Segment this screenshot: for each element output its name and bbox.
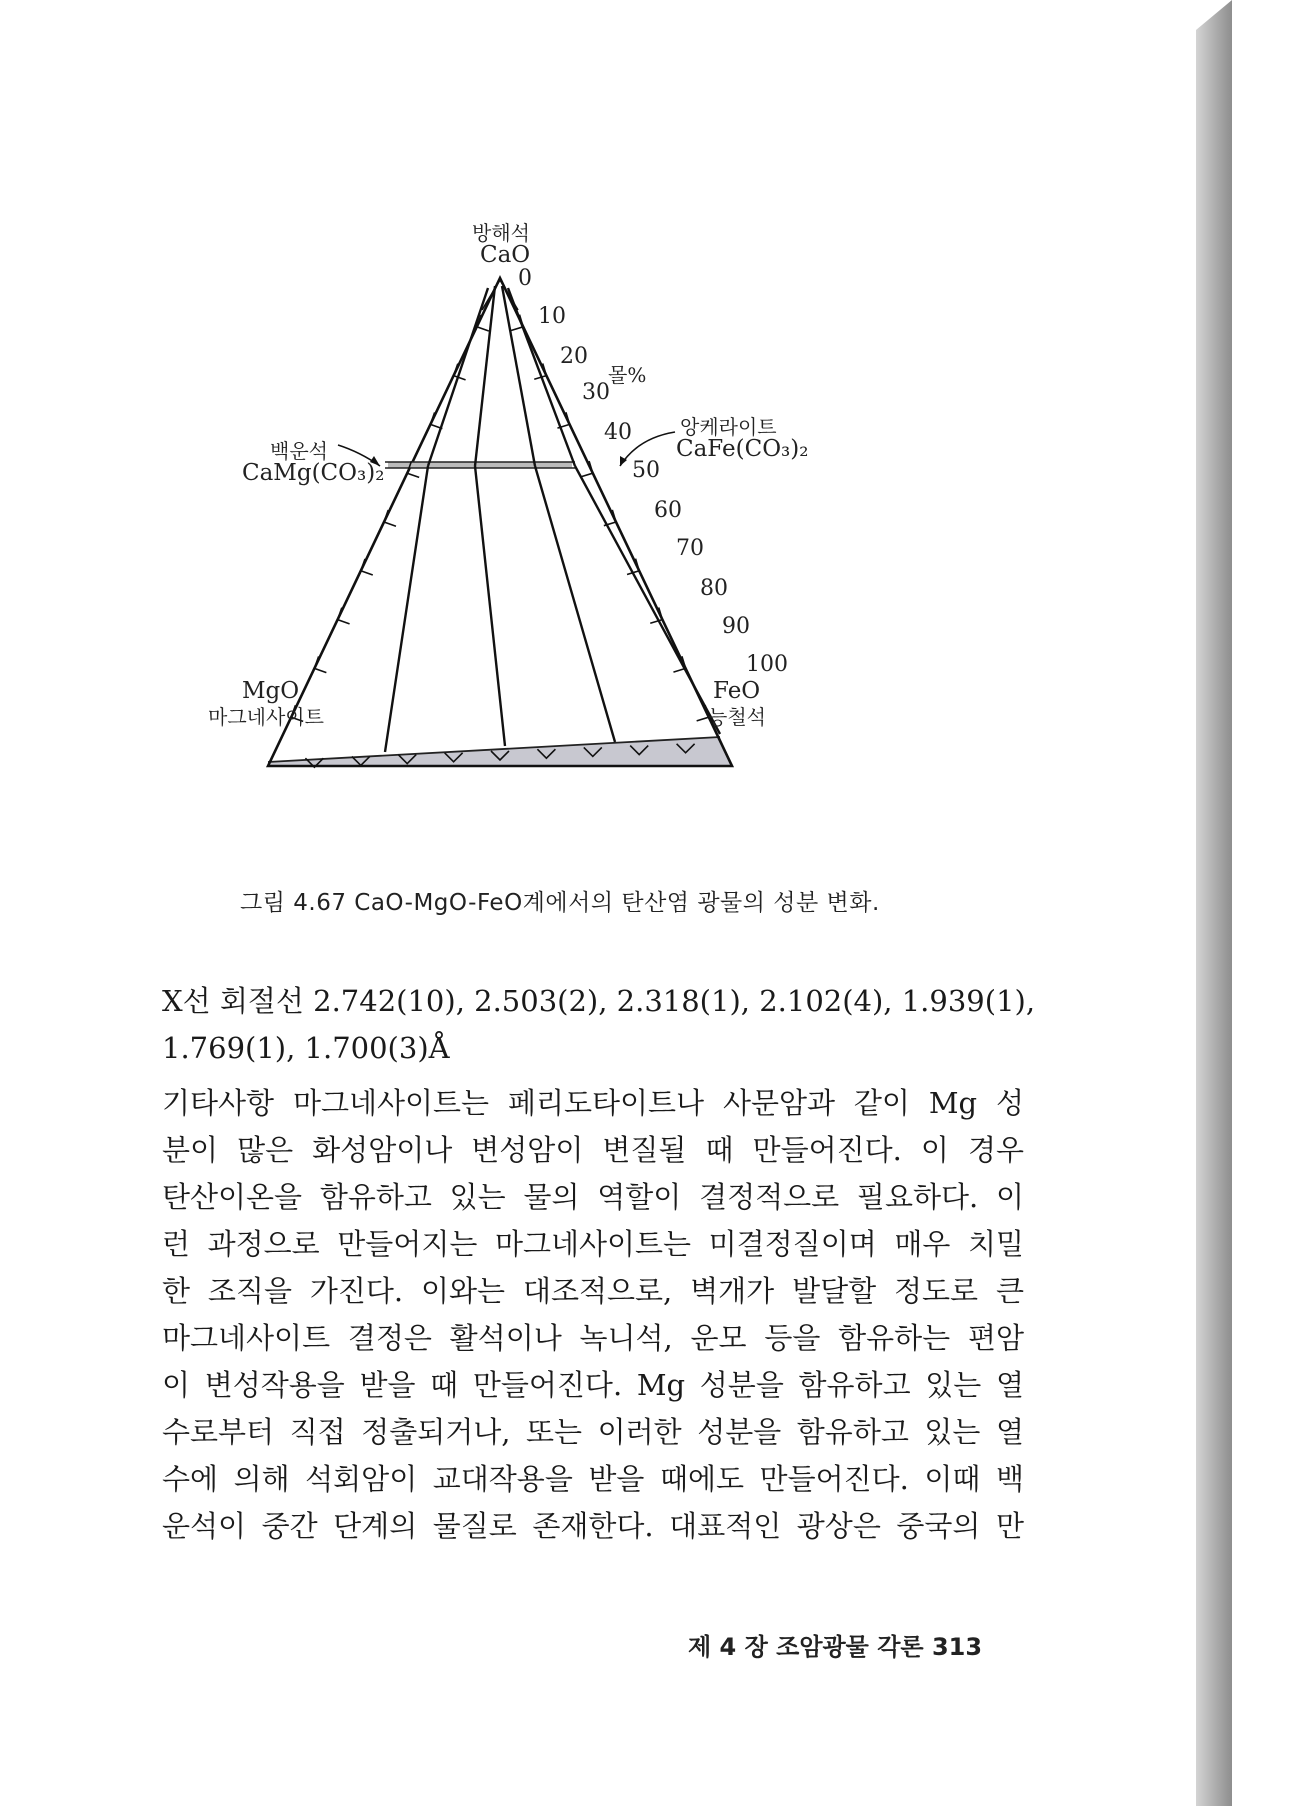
ankerite-formula: CaFe(CO₃)₂ — [676, 436, 809, 462]
tick-10: 10 — [538, 304, 566, 329]
tick-70: 70 — [676, 536, 704, 561]
unit-label: 몰% — [608, 363, 647, 387]
page-footer: 제 4 장 조암광물 각론 313 — [688, 1633, 983, 1661]
tie-line-2 — [475, 286, 495, 466]
chevron-left-6 — [361, 559, 373, 575]
tie-line-7 — [535, 466, 615, 742]
bottom-shaded-band — [268, 737, 732, 766]
para-line-9: 수에 의해 석회암이 교대작용을 받을 때에도 만들어진다. 이때 백 — [162, 1462, 1024, 1496]
tie-line-6 — [475, 466, 505, 746]
apex-left-formula: MgO — [242, 678, 300, 704]
page-stack-edge-top — [1196, 0, 1232, 30]
para-line-1: 기타사항 마그네사이트는 페리도타이트나 사문암과 같이 Mg 성 — [162, 1086, 1024, 1120]
tick-20: 20 — [560, 344, 588, 369]
tick-40: 40 — [604, 420, 632, 445]
ternary-diagram-svg — [220, 230, 940, 860]
xray-line-2: 1.769(1), 1.700(3)Å — [162, 1031, 450, 1065]
para-line-10: 운석이 중간 단계의 물질로 존재한다. 대표적인 광상은 중국의 만 — [162, 1509, 1024, 1543]
dolomite-name: 백운석 — [270, 439, 328, 463]
tick-80: 80 — [700, 576, 728, 601]
para-line-4: 런 과정으로 만들어지는 마그네사이트는 미결정질이며 매우 치밀 — [162, 1227, 1024, 1261]
ankerite-name: 앙케라이트 — [680, 415, 777, 439]
para-line-8: 수로부터 직접 정출되거나, 또는 이러한 성분을 함유하고 있는 열 — [162, 1415, 1024, 1449]
dolomite-formula: CaMg(CO₃)₂ — [242, 460, 385, 486]
tick-30: 30 — [582, 380, 610, 405]
apex-right-formula: FeO — [713, 678, 761, 704]
para-line-7: 이 변성작용을 받을 때 만들어진다. Mg 성분을 함유하고 있는 열 — [162, 1368, 1024, 1402]
chevron-left-7 — [338, 608, 350, 624]
page-stack-edge — [1196, 0, 1232, 1806]
outer-margin — [1232, 0, 1302, 1806]
ternary-diagram — [208, 221, 940, 860]
tick-90: 90 — [722, 614, 750, 639]
para-line-2: 분이 많은 화성암이나 변성암이 변질될 때 만들어진다. 이 경우 — [162, 1133, 1024, 1167]
para-line-5: 한 조직을 가진다. 이와는 대조적으로, 벽개가 발달할 정도로 큰 — [162, 1274, 1024, 1308]
apex-right-mineral: 능철석 — [708, 705, 766, 729]
apex-left-mineral: 마그네사이트 — [208, 705, 324, 729]
tie-line-8 — [575, 466, 720, 734]
apex-top-mineral: 방해석 — [472, 221, 530, 245]
para-line-3: 탄산이온을 함유하고 있는 물의 역할이 결정적으로 필요하다. 이 — [162, 1180, 1024, 1214]
chevron-left-5 — [384, 510, 396, 526]
xray-line-1: X선 회절선 2.742(10), 2.503(2), 2.318(1), 2.102(4), 1.939(1), — [162, 984, 1036, 1018]
tick-0: 0 — [518, 266, 532, 291]
figure-caption: 그림 4.67 CaO-MgO-FeO계에서의 탄산염 광물의 성분 변화. — [240, 890, 880, 916]
body-text — [162, 978, 1036, 1550]
para-line-6: 마그네사이트 결정은 활석이나 녹니석, 운모 등을 함유하는 편암 — [162, 1321, 1024, 1355]
tick-100: 100 — [746, 652, 788, 677]
tick-50: 50 — [632, 458, 660, 483]
tick-60: 60 — [654, 498, 682, 523]
chevron-left-8 — [314, 656, 326, 672]
dolomite-ankerite-band — [388, 462, 572, 468]
apex-top-formula: CaO — [480, 242, 531, 268]
